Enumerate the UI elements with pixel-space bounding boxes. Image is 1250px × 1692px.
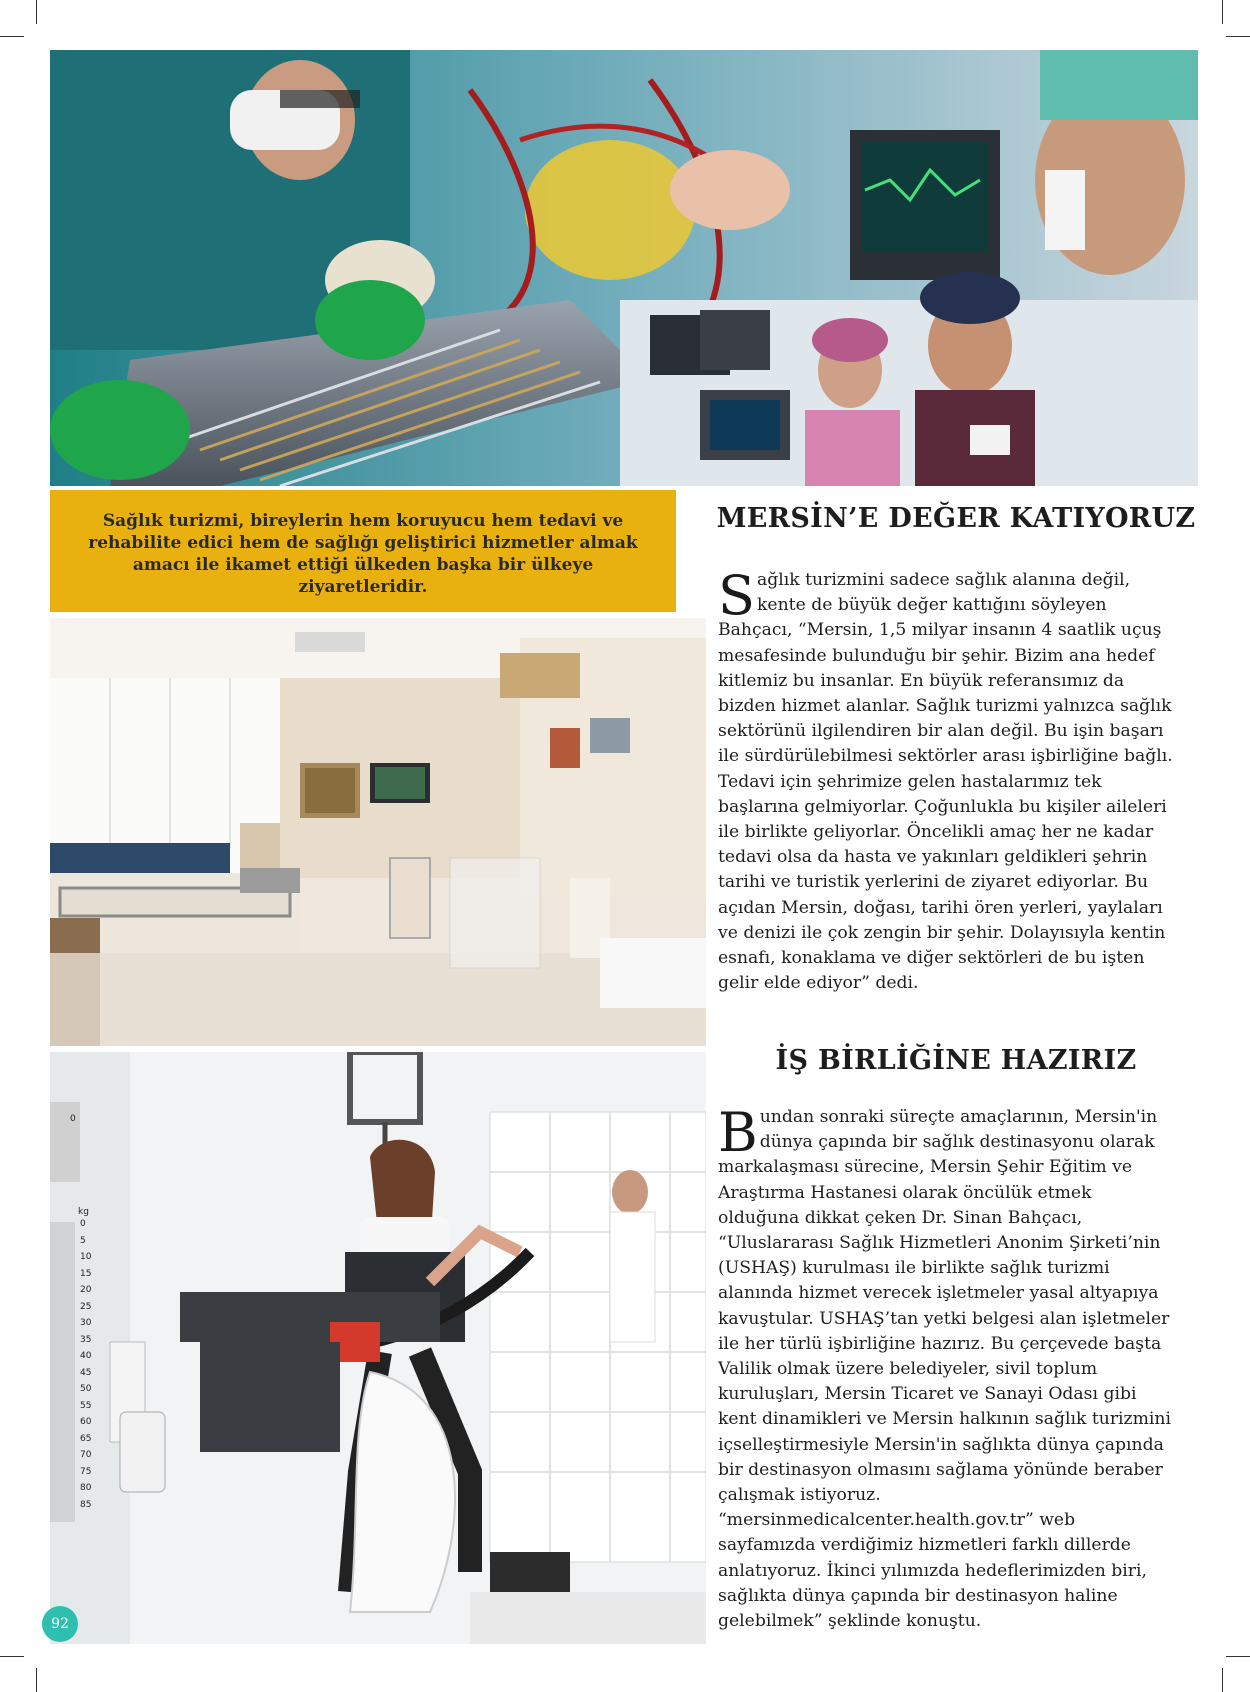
section1-body bbox=[718, 564, 1178, 996]
scale-tick-label: 30 bbox=[80, 1318, 92, 1328]
scale-tick-label: 65 bbox=[80, 1433, 92, 1444]
section2-body bbox=[718, 1101, 1178, 1634]
scale-tick-label: 70 bbox=[80, 1450, 92, 1460]
scale-unit-label: kg bbox=[78, 1207, 89, 1217]
scale-tick-label: 85 bbox=[80, 1499, 92, 1510]
scale-zero-label: 0 bbox=[70, 1114, 76, 1124]
section1-body-text: ağlık turizmini sadece sağlık alanına değil, kente de büyük değer kattığını söyleyen Bahçacı, “Mersin, 1,5 milyar insanın 4 saatlik uçuş mesafesinde bulunduğu bir şehir. Bizim ana hedef kitlemiz bu insanlar. En büyük referansımız da bizden hizmet alanlar. Sağlık turizmi yalnızca sağlık sektörünü ilgilendiren bir alan değil. Bu işin başarı ile sürdürülebilmesi sektörler arası işbirliğine bağlı. Tedavi için şehrimize gelen hastalarımız tek başlarına gelmiyorlar. Çoğunlukla bu kişiler aileleri ile birlikte geliyorlar. Öncelikli amaç her ne kadar tedavi olsa da hasta ve yakınları geldikleri şehrin tarihi ve turistik yerlerini de ziyaret ediyorlar. Bu açıdan Mersin, doğası, tarihi ören yerleri, yaylaları ve denizi ile çok zengin bir şehir. Dolayısıyla kentin esnafı, konaklama ve diğer sektörleri de bu işten gelir elde ediyor” dedi. bbox=[718, 570, 1173, 994]
crop-mark-top-right-v bbox=[1222, 0, 1223, 24]
crop-mark-bottom-right-h bbox=[1226, 1656, 1250, 1657]
section2-body-text: undan sonraki süreçte amaçlarının, Mersin'in dünya çapında bir sağlık destinasyonu olarak markalaşması sürecine, Mersin Şehir Eğitim ve Araştırma Hastanesi olarak öncülük etmek olduğuna dikkat çeken Dr. Sinan Bahçacı, “Uluslararası Sağlık Hizmetleri Anonim Şirketi’nin (USHAŞ) kurulması ile birlikte sağlık turizmi alanında hizmet verecek işletmeler yasal altyapıya kavuştular. USHAŞ’tan yetki belgesi alan işletmeler ile her türlü işbirliğine hazırız. Bu çerçevede başta Valilik olmak üzere belediyeler, sivil toplum kuruluşları, Mersin Ticaret ve Sanayi Odası gibi kent dinamikleri ve Mersin halkının sağlık turizmini içselleştirmesiyle Mersin'in sağlıkta dünya çapında bir destinasyon olmasını sağlama yönünde beraber çalışmak istiyoruz. “mersinmedicalcenter.health.gov.tr” web sayfamızda verdiğimiz hizmetleri farklı dillerde anlatıyoruz. İkinci yılımızda hedeflerimizden biri, sağlıkta dünya çapında bir destinasyon haline gelebilmek” şeklinde konuştu. bbox=[718, 1107, 1171, 1632]
scale-tick-label: 15 bbox=[80, 1268, 92, 1279]
scale-tick-label: 75 bbox=[80, 1466, 92, 1477]
scale-tick-label: 10 bbox=[80, 1252, 92, 1262]
surgery-collage-photo bbox=[50, 50, 1198, 486]
crop-mark-top-left-h bbox=[0, 36, 24, 37]
section2-dropcap: B bbox=[718, 1101, 758, 1164]
callout-text: Sağlık turizmi, bireylerin hem koruyucu hem tedavi ve rehabilite edici hem de sağlığı geliştirici hizmetler almak amacı ile ikamet ettiği ülkeden başka bir ülkeye ziyaretleridir. bbox=[88, 511, 638, 597]
crop-mark-top-left-v bbox=[36, 0, 37, 24]
scale-tick-label: 25 bbox=[80, 1301, 92, 1312]
scale-tick-label: 0 bbox=[80, 1219, 86, 1229]
scale-tick-label: 40 bbox=[80, 1351, 92, 1361]
callout-box bbox=[50, 490, 676, 612]
scale-tick-label: 20 bbox=[80, 1285, 92, 1295]
scale-tick-label: 60 bbox=[80, 1417, 92, 1427]
section1-title: MERSİN’E DEĞER KATIYORUZ bbox=[716, 503, 1196, 534]
crop-mark-bottom-right-v bbox=[1222, 1668, 1223, 1692]
crop-mark-bottom-left-h bbox=[0, 1656, 24, 1657]
patient-room-photo bbox=[50, 618, 706, 1046]
section2-title: İŞ BİRLİĞİNE HAZIRIZ bbox=[775, 1045, 1137, 1076]
crop-mark-bottom-left-v bbox=[36, 1668, 37, 1692]
rehabilitation-photo bbox=[50, 1052, 706, 1644]
scale-tick-label: 5 bbox=[80, 1235, 86, 1246]
scale-tick-label: 35 bbox=[80, 1334, 92, 1345]
page-number-badge: 92 bbox=[42, 1606, 78, 1642]
weight-scale bbox=[62, 1207, 102, 1527]
scale-tick-label: 55 bbox=[80, 1400, 92, 1411]
scale-tick-label: 50 bbox=[80, 1384, 92, 1394]
scale-tick-label: 80 bbox=[80, 1483, 92, 1493]
section1-dropcap: S bbox=[718, 564, 755, 627]
crop-mark-top-right-h bbox=[1226, 36, 1250, 37]
scale-tick-label: 45 bbox=[80, 1367, 92, 1378]
